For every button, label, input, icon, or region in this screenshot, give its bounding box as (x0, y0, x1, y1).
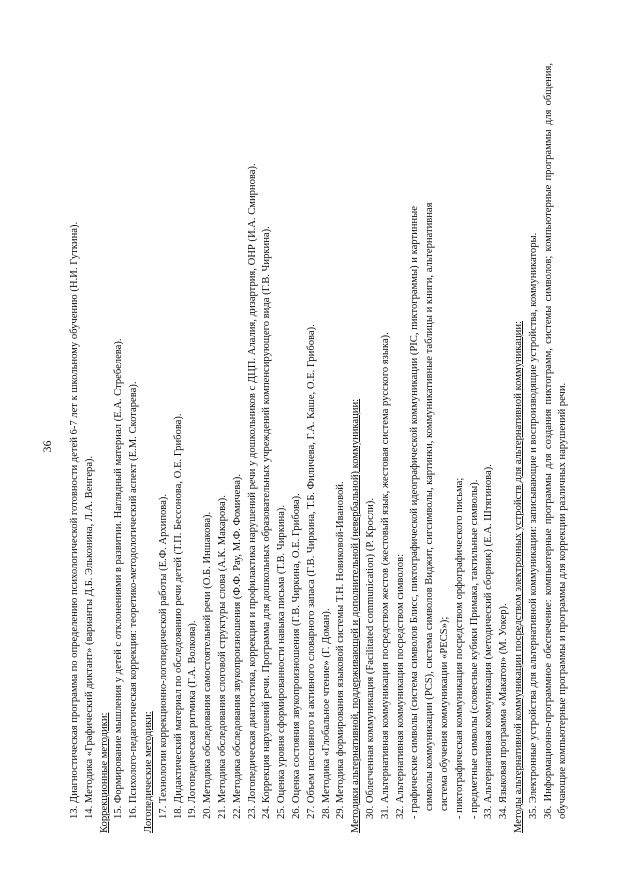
list-item: 27. Объем пассивного и активного словарного запаса (Г.В. Чиркина, Т.Б. Филичева, Г.А. Каше, О.Е. Грибова). (305, 324, 317, 819)
list-item: 29. Методика формирования языковой системы Т.Н. Новиковой-Ивановой. (335, 481, 347, 819)
sub-list-item-continuation: символы коммуникации (PCS), система символов Виджит, сигсимволы, картинки, коммуникативные таблицы и книги, альтернативная (424, 202, 436, 811)
list-item: 33. Альтернативная коммуникация (методический сборник) (Е.А. Штягинова). (483, 464, 495, 819)
sub-list-item: - графические символы (система символов Блисс, пиктографической идеографической коммуникации (PIC, пиктограммы) и картинные (409, 206, 421, 819)
list-item: 30. Облегченная коммуникация (Facilitated communication) (Р. Кросли). (364, 497, 376, 819)
list-item: 26. Оценка состояния звукопроизношения (Г.В. Чиркина, О.Е. Грибова). (290, 493, 302, 819)
sub-list-item: - предметные символы (словесные кубики Примака, тактильные символы). (468, 479, 480, 819)
sub-list-item: - пиктографическая коммуникация посредством орфографического письма; (453, 477, 465, 819)
list-item: 28. Методика «Глобальное чтение» (Г. Доман). (320, 608, 332, 819)
list-item: 16. Психолого-педагогическая коррекция: теоретико-методологический аспект (Е.М. Скотарева). (128, 381, 140, 819)
page-number: 36 (40, 440, 54, 453)
list-item: 31. Альтернативная коммуникация посредством жестов (жестовый язык, жестовая система русского языка). (379, 332, 391, 819)
list-item: 36. Информационно-программное обеспечение: компьютерные программы для создания пиктограмм, системы символов; компьютерные программы для общения, обучающие компьютерные программы и программы для коррекции различных нарушений речи. (542, 63, 569, 819)
section-heading: Методики альтернативной, поддерживающей и дополнительной (невербальной) коммуникации: (350, 398, 362, 833)
list-item: 15. Формирование мышления у детей с отклонениями в развитии. Наглядный материал (Е.А. Стребелева). (113, 338, 125, 819)
list-item: 34. Языковая программа «Макатон» (М. Уокер). (498, 603, 510, 819)
list-item: 19. Логопедическая ритмика (Г.А. Волкова). (187, 620, 199, 819)
list-item: 17. Технологии коррекционно-логопедической работы (Е.Ф. Архипова). (157, 493, 169, 819)
list-item: 21. Методика обследования слоговой структуры слова (А.К. Макарова). (216, 495, 228, 819)
list-item: 20. Методика обследования самостоятельной речи (О.Б. Иншакова). (202, 511, 214, 819)
list-item: 13. Диагностическая программа по определению психологической готовности детей 6-7 лет к школьному обучению (Н.И. Гуткина). (69, 221, 80, 819)
section-heading: Логопедические методики: (142, 711, 154, 833)
list-item: 14. Методика «Графический диктант» (варианты Д.Б. Эльконина, Л.А. Венгера). (83, 455, 95, 819)
list-item: 22. Методика обследования звукопроизношения (Ф.Ф. Рау, М.Ф. Фомичева). (231, 473, 243, 819)
sub-list-item-continuation: система обучения коммуникации «PECS»); (438, 616, 450, 811)
list-item: 25. Оценка уровня сформированности навыка письма (Т.В. Чиркина). (276, 504, 288, 819)
list-item: 18. Дидактический материал по обследованию речи детей (Т.П. Бессонова, О.Е. Грибова). (172, 413, 184, 819)
list-item: 24. Коррекция нарушений речи. Программа для дошкольных образовательных учреждений компенсирующего вида (Г.В. Чиркина). (261, 226, 273, 819)
section-heading: Коррекционные методики: (98, 712, 110, 833)
section-heading: Методы альтернативной коммуникации посредством электронных устройств для альтернативной коммуникации: (512, 321, 524, 833)
list-item: 23. Логопедическая диагностика, коррекция и профилактика нарушений речи у дошкольников с ДЦП. Алалия, дизартрия, ОНР (И.А. Смирнова). (246, 163, 258, 819)
document-body (68, 63, 571, 833)
list-item: 35. Электронные устройства для альтернативной коммуникации: записывающие и воспроизводящие устройства, коммуникаторы. (527, 232, 539, 819)
list-item: 32. Альтернативная коммуникация посредством символов: (394, 553, 406, 819)
